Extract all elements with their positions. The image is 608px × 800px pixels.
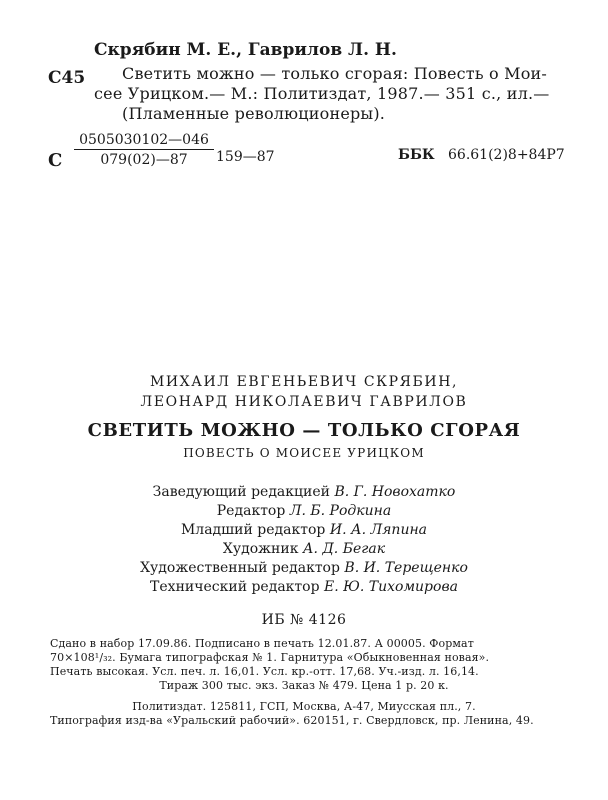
- credit-role: Заведующий редакцией: [152, 484, 330, 500]
- catalog-line-3: (Пламенные революционеры).: [122, 104, 386, 123]
- catalog-authors: Скрябин М. Е., Гаврилов Л. Н.: [94, 40, 397, 60]
- credit-line: [0, 484, 608, 500]
- credit-name: Е. Ю. Тихомирова: [324, 579, 458, 595]
- credit-role: Редактор: [216, 503, 286, 519]
- ib-number: ИБ № 4126: [261, 612, 347, 628]
- classification-letter: С: [48, 150, 63, 171]
- bbk-label: ББК: [398, 147, 435, 163]
- credit-line: [0, 522, 608, 538]
- credit-role: Художественный редактор: [140, 560, 340, 576]
- credit-line: [0, 560, 608, 576]
- credit-name: И. А. Ляпина: [329, 522, 428, 538]
- imprint-line-6: Типография изд-ва «Уральский рабочий». 620151, г. Свердловск, пр. Ленина, 49.: [50, 714, 534, 727]
- bbk-value: 66.61(2)8+84Р7: [448, 147, 565, 163]
- author-2: ЛЕОНАРД НИКОЛАЕВИЧ ГАВРИЛОВ: [140, 394, 468, 410]
- imprint-line-2: 70×108¹/₃₂. Бумага типографская № 1. Гарнитура «Обыкновенная новая».: [50, 651, 490, 664]
- credit-line: [0, 579, 608, 595]
- imprint-line-5: Политиздат. 125811, ГСП, Москва, А-47, Миусская пл., 7.: [132, 700, 476, 713]
- classification-denominator: 079(02)—87: [100, 152, 188, 168]
- catalog-line-1: Светить можно — только сгорая: Повесть о Мои-: [122, 64, 548, 83]
- credit-line: [0, 503, 608, 519]
- catalog-index: С45: [48, 68, 86, 88]
- credit-role: Технический редактор: [150, 579, 320, 595]
- classification-fraction: [74, 132, 214, 168]
- credit-name: В. И. Терещенко: [344, 560, 468, 576]
- credit-role: Художник: [222, 541, 299, 557]
- credit-name: А. Д. Бегак: [302, 541, 386, 557]
- author-1: МИХАИЛ ЕВГЕНЬЕВИЧ СКРЯБИН,: [149, 374, 459, 390]
- classification-numerator: 0505030102—046: [74, 132, 214, 150]
- classification-tail: 159—87: [216, 149, 275, 165]
- book-title: СВЕТИТЬ МОЖНО — ТОЛЬКО СГОРАЯ: [87, 420, 521, 441]
- credit-name: В. Г. Новохатко: [334, 484, 456, 500]
- imprint-line-4: Тираж 300 тыс. экз. Заказ № 479. Цена 1 р. 20 к.: [159, 679, 449, 692]
- imprint-line-1: Сдано в набор 17.09.86. Подписано в печать 12.01.87. А 00005. Формат: [50, 637, 474, 650]
- credit-line: [0, 541, 608, 557]
- credit-name: Л. Б. Родкина: [289, 503, 392, 519]
- book-subtitle: ПОВЕСТЬ О МОИСЕЕ УРИЦКОМ: [183, 446, 425, 460]
- credit-role: Младший редактор: [180, 522, 326, 538]
- catalog-line-2: сее Урицком.— М.: Политиздат, 1987.— 351 с., ил.—: [94, 84, 550, 103]
- imprint-line-3: Печать высокая. Усл. печ. л. 16,01. Усл. кр.-отт. 17,68. Уч.-изд. л. 16,14.: [50, 665, 479, 678]
